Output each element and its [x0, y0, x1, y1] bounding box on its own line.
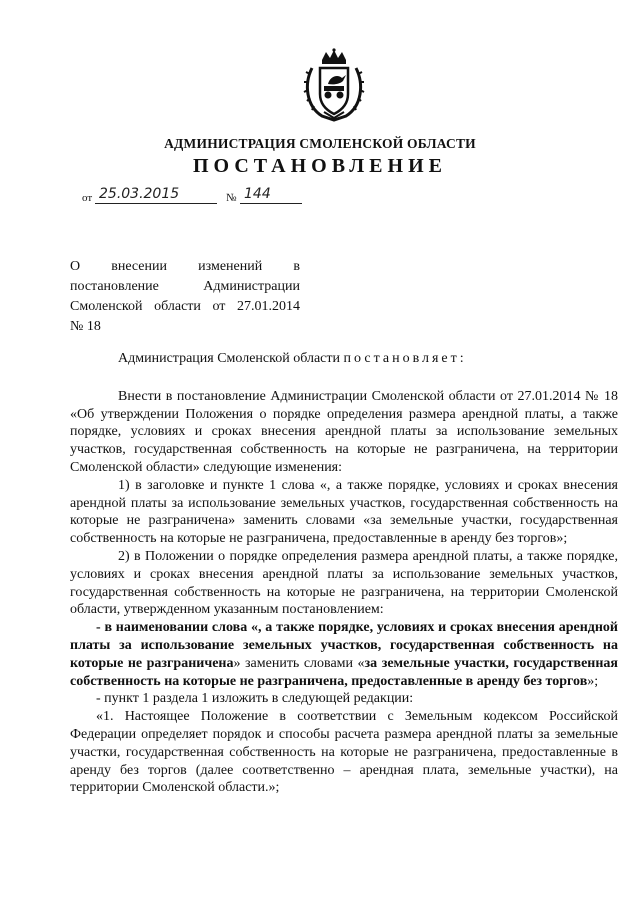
p4-suffix: »;: [587, 673, 599, 689]
p4-bold-old-words: , а также порядке, условиях и сроках внесения арендной платы за использование земельных участков, государственная собственность на которые не разграничена: [70, 620, 618, 671]
subject-line: постановление Администрации: [70, 279, 300, 294]
date-underline: [95, 203, 217, 204]
intro-decree-word: постановляет:: [343, 351, 467, 366]
intro-paragraph: [70, 350, 618, 368]
p4-bold-new-words: за земельные участки, государственная собственность на которые не разграничена, предоставленные в аренду без торгов: [70, 655, 618, 689]
subject-line: № 18: [70, 319, 101, 334]
number-handwritten: 144: [244, 186, 271, 202]
document-type-title: ПОСТАНОВЛЕНИЕ: [193, 155, 447, 177]
body-paragraph-2: 1) в заголовке и пункте 1 слова «, а также порядке, условиях и сроках внесения арендной платы за использование земельных участков, государственная собственность на которые не разграничена» заменить словами «за земельные участки, государственная собственность на которые не разграничена, предоставленные в аренду без торгов»;: [70, 477, 618, 547]
p4-mid: » заменить словами «: [233, 655, 365, 671]
body-paragraph-5: - пункт 1 раздела 1 изложить в следующей редакции:: [96, 691, 414, 707]
coat-of-arms-icon: [302, 48, 366, 122]
p4-prefix: - в наименовании слова «: [96, 620, 258, 636]
body-paragraph-1: Внести в постановление Администрации Смоленской области от 27.01.2014 № 18 «Об утверждении Положения о порядке определения размера арендной платы, а также порядке, условиях и сроках внесения арендной платы за использование земельных участков, государственная собственность на которые не разграничена, на территории Смоленской области» следующие изменения:: [70, 388, 618, 475]
organization-name: АДМИНИСТРАЦИЯ СМОЛЕНСКОЙ ОБЛАСТИ: [164, 136, 476, 151]
date-handwritten: 25.03.2015: [99, 186, 180, 202]
number-underline: [240, 203, 302, 204]
body-paragraph-3: 2) в Положении о порядке определения размера арендной платы, а также порядке, условиях и сроках внесения арендной платы за использование земельных участков, государственная собственность на которые не разграничена, на территории Смоленской области, утвержденном указанным постановлением:: [70, 548, 618, 618]
date-label: от: [82, 192, 93, 204]
subject-line: О внесении изменений в: [70, 259, 300, 274]
date-number-line: [82, 184, 342, 208]
number-label: №: [226, 192, 237, 204]
subject-line: Смоленской области от 27.01.2014: [70, 299, 300, 314]
document-body: [70, 350, 618, 797]
document-subject: [70, 257, 300, 337]
body-paragraph-4: [70, 619, 618, 690]
body-paragraph-6: «1. Настоящее Положение в соответствии с Земельным кодексом Российской Федерации определяет порядок и способы расчета размера арендной платы за земельные участки, государственная собственность на которые не разграничена, предоставленные в аренду без торгов (далее соответственно – арендная плата, земельные участки), на территории Смоленской области.»;: [70, 709, 618, 796]
intro-text: Администрация Смоленской области: [118, 351, 344, 366]
